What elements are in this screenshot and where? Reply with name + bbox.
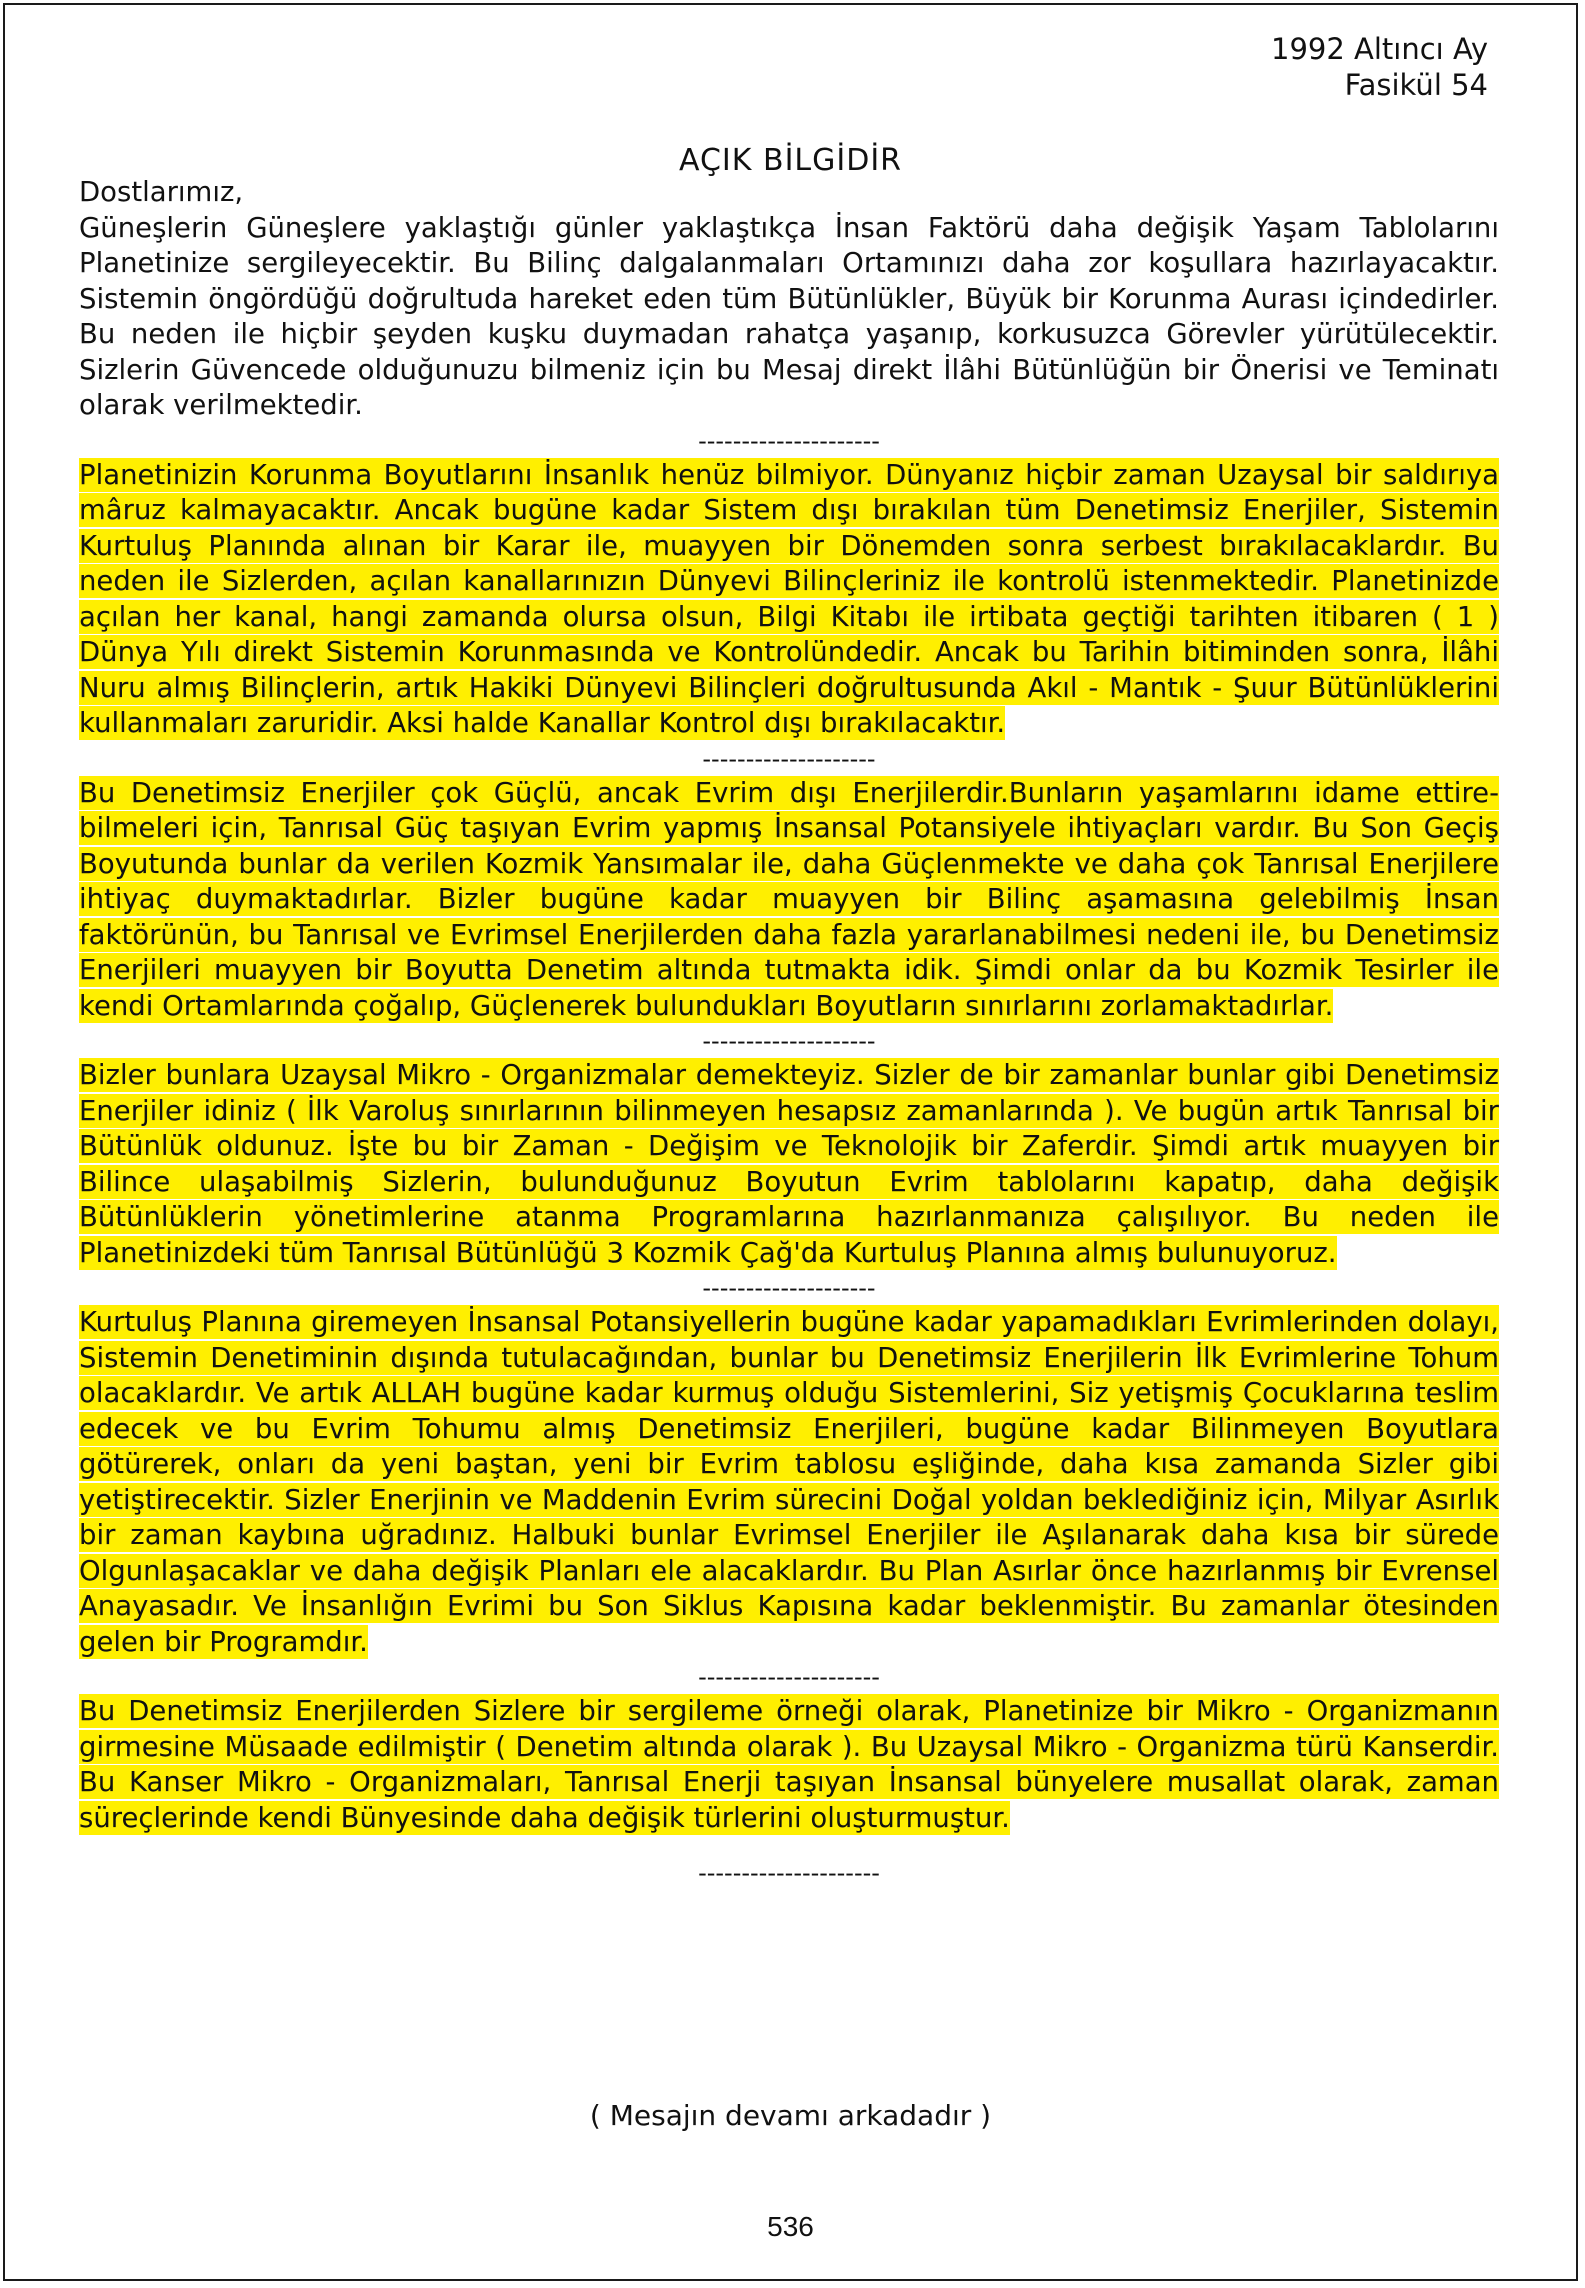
- intro-paragraph: Güneşlerin Güneşlere yaklaştığı günler yaklaştıkça İnsan Faktörü daha değişik Yaşam Tablolarını Planetinize sergileyecektir. Bu Bilinç dalgalanmaları Ortamınızı daha zor koşullara hazırlayacaktır. Sistemin öngördüğü doğrultuda hareket eden tüm Bütünlükler, Büyük bir Korunma Aurası içindedirler. Bu neden ile hiçbir şeyden kuşku duymadan rahatça yaşanıp, korkusuzca Görevler yürütülecektir. Sizlerin Güvencede olduğunuzu bilmeniz için bu Mesaj direkt İlâhi Bütünlüğün bir Önerisi ve Teminatı olarak verilmektedir.: [79, 211, 1499, 421]
- paragraph-2: [79, 776, 1499, 1025]
- document-body: [79, 175, 1499, 1890]
- issue-label: 1992 Altıncı Ay: [1271, 32, 1488, 66]
- separator: ---------------------: [698, 1663, 880, 1691]
- highlighted-text: Kurtuluş Planına giremeyen İnsansal Potansiyellerin bugüne kadar yapamadıkları Evrimlerinden dolayı, Sistemin Denetiminin dışında tutulacağından, bunlar bu Denetimsiz Enerjilerin İlk Evrimlerine Tohum olacaklardır. Ve artık ALLAH bugüne kadar kurmuş olduğu Sistemlerini, Siz yetişmiş Çocuklarına teslim edecek ve bu Evrim Tohumu almış Denetimsiz Enerjileri, bugüne kadar Bilinmeyen Boyutlara götürerek, onları da yeni baştan, yeni bir Evrim tablosu eşliğinde, daha kısa zamanda Sizler gibi yetiştirecektir. Sizler Enerjinin ve Maddenin Evrim sürecini Doğal yoldan beklediğiniz için, Milyar Asırlık bir zaman kaybına uğradınız. Halbuki bunlar Evrimsel Enerjiler ile Aşılanarak daha kısa bir sürede Olgunlaşacaklar ve daha değişik Planları ele alacaklardır. Bu Plan Asırlar önce hazırlanmış bir Evrensel Anayasadır. Ve İnsanlığın Evrimi bu Son Siklus Kapısına kadar beklenmiştir. Bu zamanlar ötesinden gelen bir Programdır.: [79, 1306, 1499, 1658]
- highlighted-text: Planetinizin Korunma Boyutlarını İnsanlık henüz bilmiyor. Dünyanız hiçbir zaman Uzaysal bir saldırıya mâruz kalmayacaktır. Ancak bugüne kadar Sistem dışı bırakılan tüm Denetimsiz Enerjiler, Sistemin Kurtuluş Planında alınan bir Karar ile, muayyen bir Dönemden sonra serbest bırakılacaklardır. Bu neden ile Sizlerden, açılan kanallarınızın Dünyevi Bilinçleriniz ile kontrolü istenmektedir. Planetinizde açılan her kanal, hangi zamanda olursa olsun, Bilgi Kitabı ile irtibata geçtiği tarihten itibaren ( 1 ) Dünya Yılı direkt Sistemin Korunmasında ve Kontrolündedir. Ancak bu Tarihin bitiminden sonra, İlâhi Nuru almış Bilinçlerin, artık Hakiki Dünyevi Bilinçleri doğrultusunda Akıl - Mantık - Şuur Bütünlüklerini kullanmaları zaruridir. Aksi halde Kanallar Kontrol dışı bırakılacaktır.: [79, 458, 1499, 739]
- paragraph-1: [79, 458, 1499, 742]
- continued-note: ( Mesajın devamı arkadadır ): [589, 2099, 992, 2132]
- document-page: [3, 3, 1578, 2281]
- paragraph-4: [79, 1305, 1499, 1660]
- fascicle-label: Fasikül 54: [1344, 68, 1488, 102]
- separator: --------------------: [702, 1027, 876, 1055]
- separator: ---------------------: [698, 426, 880, 455]
- salutation: Dostlarımız,: [79, 176, 244, 208]
- separator: ---------------------: [698, 1859, 880, 1887]
- separator: --------------------: [702, 744, 876, 773]
- highlighted-text: Bu Denetimsiz Enerjiler çok Güçlü, ancak Evrim dışı Enerjilerdir.Bunların yaşamlarını idame ettire-bilmeleri için, Tanrısal Güç taşıyan Evrim yapmış İnsansal Potansiyele ihtiyaçları vardır. Bu Son Geçiş Boyutunda bunlar da verilen Kozmik Yansımalar ile, daha Güçlenmekte ve daha çok Tanrısal Enerjilere ihtiyaç duymaktadırlar. Bizler bugüne kadar muayyen bir Bilinç aşamasına gelebilmiş İnsan faktörünün, bu Tanrısal ve Evrimsel Enerjilerden daha fazla yararlanabilmesi nedeni ile, bu Denetimsiz Enerjileri muayyen bir Boyutta Denetim altında tutmakta idik. Şimdi onlar da bu Kozmik Tesirler ile kendi Ortamlarında çoğalıp, Güçlenerek bulundukları Boyutların sınırlarını zorlamaktadırlar.: [79, 776, 1499, 1022]
- page-number: 536: [767, 2211, 814, 2242]
- highlighted-text: Bizler bunlara Uzaysal Mikro - Organizmalar demekteyiz. Sizler de bir zamanlar bunlar gibi Denetimsiz Enerjiler idiniz ( İlk Varoluş sınırlarının bilinmeyen hesapsız zamanlarında ). Ve bugün artık Tanrısal bir Bütünlük oldunuz. İşte bu bir Zaman - Değişim ve Teknolojik bir Zaferdir. Şimdi artık muayyen bir Bilince ulaşabilmiş Sizlerin, bulunduğunuz Boyutun Evrim tablolarını kapatıp, daha değişik Bütünlüklerin yönetimlerine atanma Programlarına hazırlanmanıza çalışılıyor. Bu neden ile Planetinizdeki tüm Tanrısal Bütünlüğü 3 Kozmik Çağ'da Kurtuluş Planına almış bulunuyoruz.: [79, 1059, 1499, 1269]
- paragraph-3: [79, 1058, 1499, 1271]
- intro-section: [79, 175, 1499, 424]
- document-title: AÇIK BİLGİDİR: [678, 143, 903, 178]
- page-header: [1271, 31, 1488, 103]
- separator: --------------------: [702, 1274, 876, 1302]
- highlighted-text: Bu Denetimsiz Enerjilerden Sizlere bir sergileme örneği olarak, Planetinize bir Mikro - Organizmanın girmesine Müsaade edilmiştir ( Denetim altında olarak ). Bu Uzaysal Mikro - Organizma türü Kanserdir. Bu Kanser Mikro - Organizmaları, Tanrısal Enerji taşıyan İnsansal bünyelere musallat olarak, zaman süreçlerinde kendi Bünyesinde daha değişik türlerini oluşturmuştur.: [79, 1695, 1499, 1834]
- paragraph-5: [79, 1694, 1499, 1836]
